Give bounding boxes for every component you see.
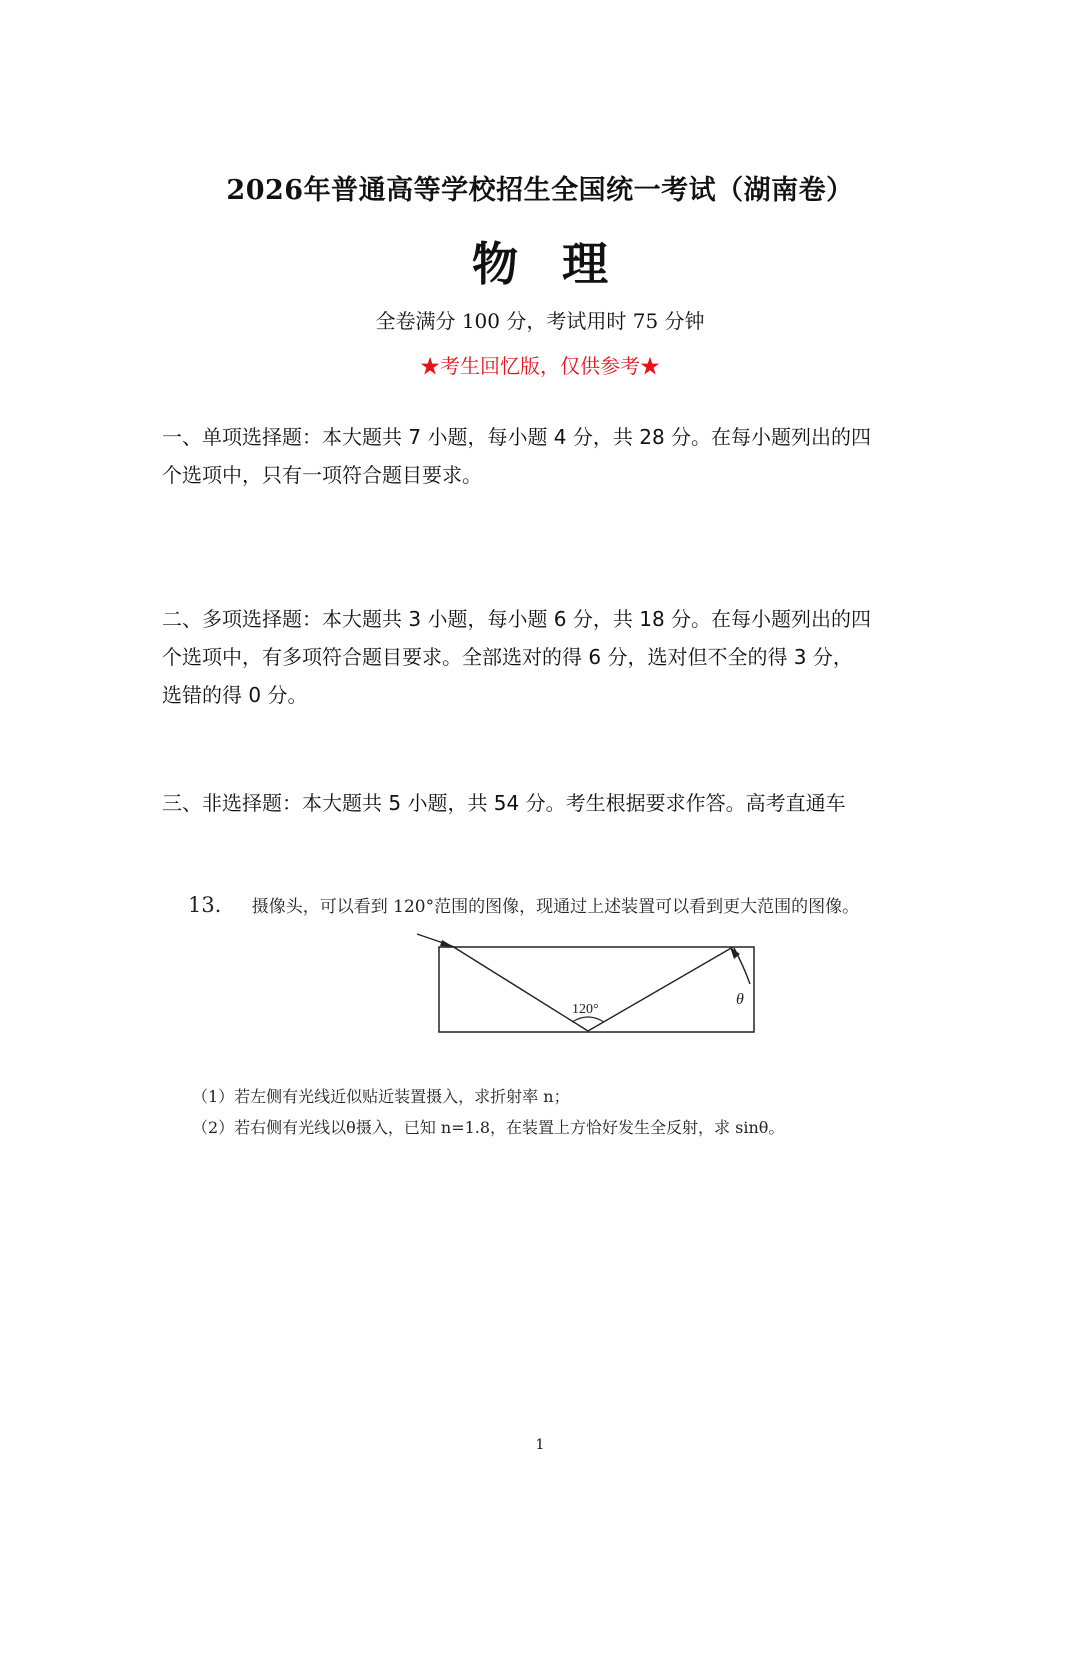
section-multiple-choice — [162, 600, 922, 714]
section-text-line: 二、多项选择题：本大题共 3 小题，每小题 6 分，共 18 分。在每小题列出的四 — [162, 607, 872, 631]
exam-info: 全卷满分 100 分，考试用时 75 分钟 — [375, 309, 705, 333]
exam-title: 2026年普通高等学校招生全国统一考试（湖南卷） — [226, 175, 854, 206]
incident-ray-right — [734, 948, 750, 984]
section-single-choice — [162, 418, 922, 494]
section-text-line: 选错的得 0 分。 — [162, 683, 308, 707]
section-text-line: 三、非选择题：本大题共 5 小题，共 54 分。考生根据要求作答。高考直通车 — [162, 791, 846, 815]
refracted-ray-right — [588, 947, 733, 1031]
section-text-line: 个选项中，只有一项符合题目要求。 — [162, 463, 482, 487]
section-non-choice — [162, 784, 922, 822]
optics-device-figure — [412, 932, 782, 1057]
device-rectangle — [439, 947, 754, 1032]
question-13-stem — [188, 889, 948, 919]
question-number: 13． — [188, 893, 236, 917]
section-text-line: 一、单项选择题：本大题共 7 小题，每小题 4 分，共 28 分。在每小题列出的四 — [162, 425, 872, 449]
refracted-ray-left — [452, 946, 588, 1031]
question-stem-text: 摄像头，可以看到 120°范围的图像，现通过上述装置可以看到更大范围的图像。 — [251, 897, 860, 917]
angle-arc-120 — [572, 1017, 604, 1022]
arrowhead-left — [440, 940, 454, 947]
page-number: 1 — [535, 1437, 545, 1453]
section-text-line: 个选项中，有多项符合题目要求。全部选对的得 6 分，选对但不全的得 3 分， — [162, 645, 853, 669]
question-13-part-1: （1）若左侧有光线近似贴近装置摄入，求折射率 n； — [192, 1087, 570, 1106]
recall-note: ★考生回忆版，仅供参考★ — [420, 354, 660, 378]
theta-label: θ — [736, 991, 744, 1008]
subject-title: 物 理 — [471, 237, 622, 291]
question-13-part-2: （2）若右侧有光线以θ摄入，已知 n=1.8，在装置上方恰好发生全反射，求 sinθ。 — [192, 1118, 785, 1137]
angle-label-120: 120° — [572, 1002, 599, 1017]
